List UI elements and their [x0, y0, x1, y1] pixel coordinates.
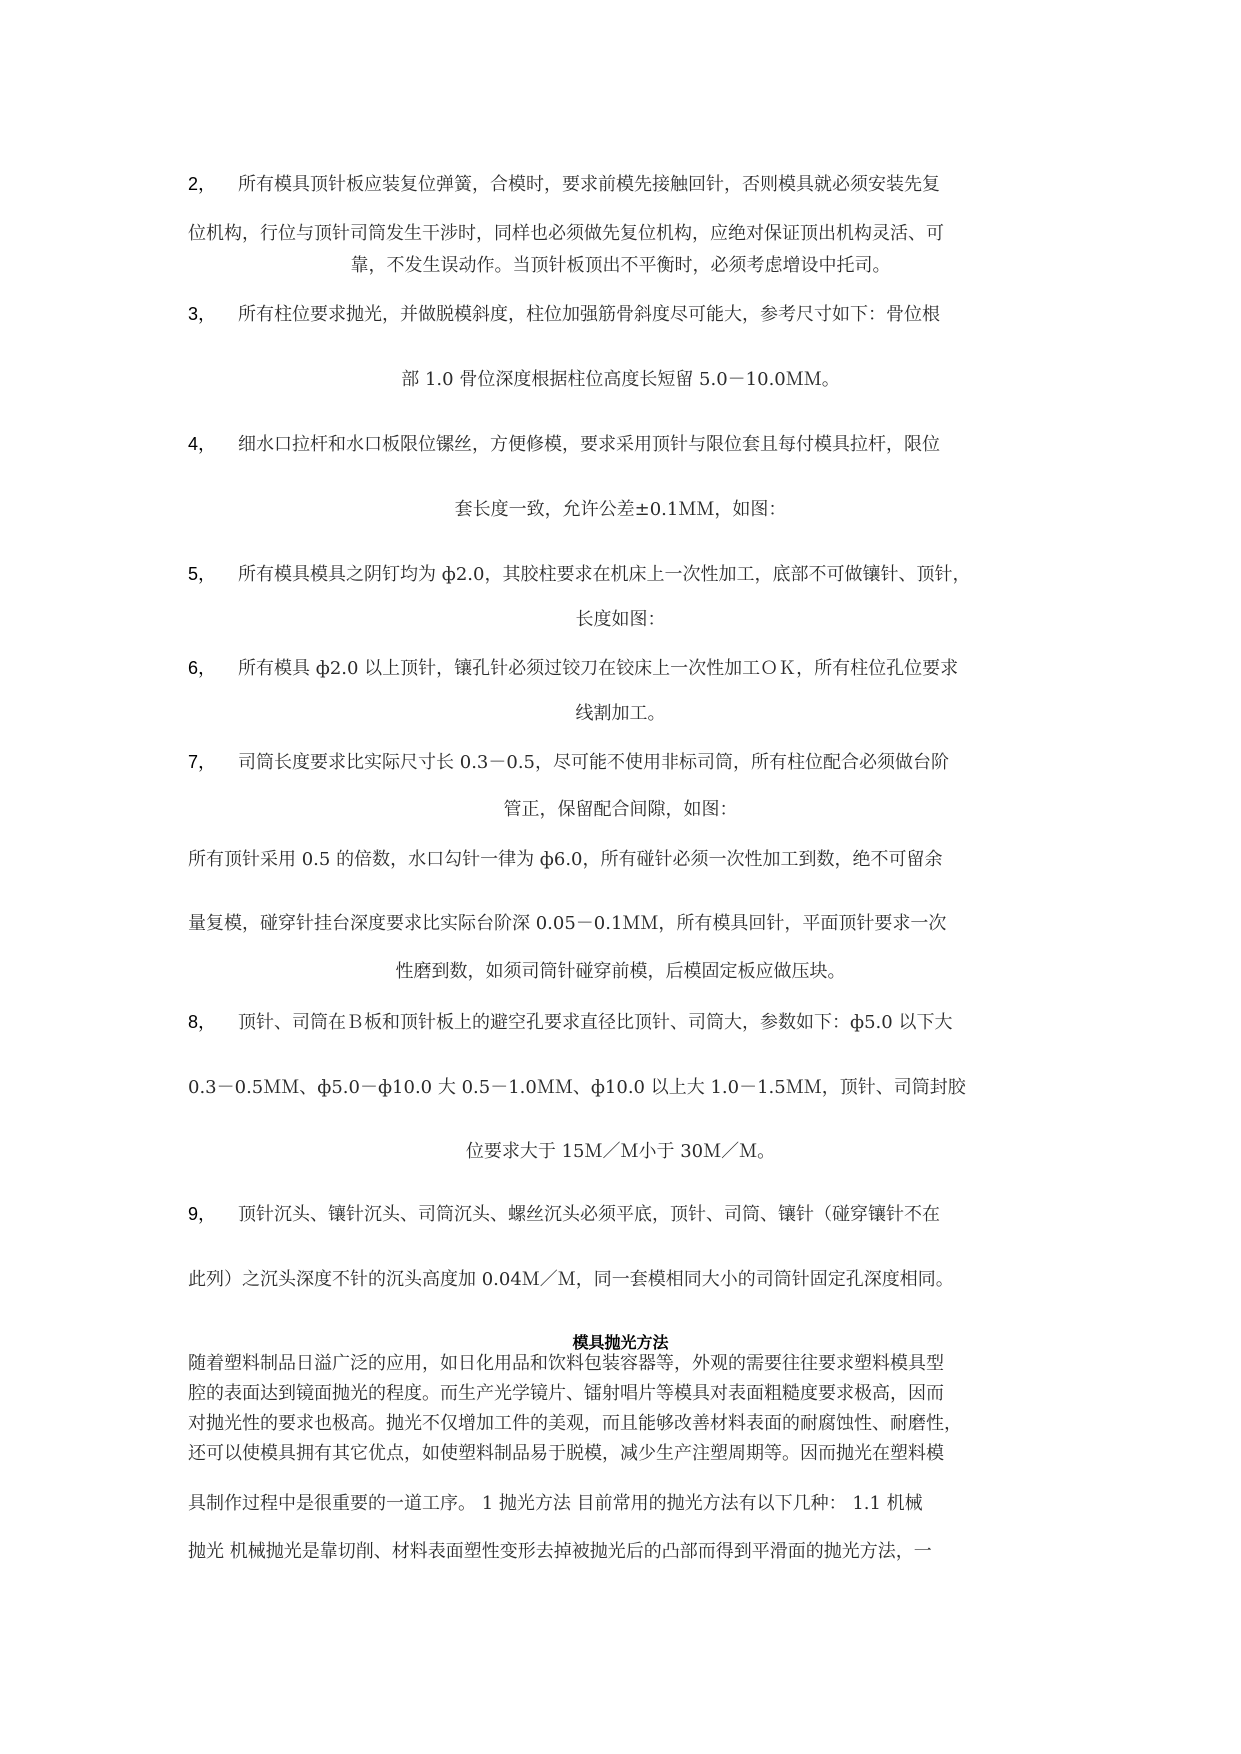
item-2-line-2: 位机构，行位与顶针司筒发生干涉时，同样也必须做先复位机构，应绝对保证顶出机构灵活、可: [188, 223, 944, 244]
item-7-line-1: 7， 司筒长度要求比实际尺寸长 0.3－0.5，尽可能不使用非标司筒，所有柱位配合必须做台阶: [188, 752, 949, 773]
section-line-5: 具制作过程中是很重要的一道工序。 1 抛光方法 目前常用的抛光方法有以下几种： 1.1 机械: [188, 1493, 923, 1514]
item-number: 9，: [188, 1204, 217, 1224]
item-4-line-2: 套长度一致，允许公差±0.1ＭＭ，如图：: [454, 499, 787, 520]
item-3-line-1: 3， 所有柱位要求抛光，并做脱模斜度，柱位加强筋骨斜度尽可能大，参考尺寸如下：骨位根: [188, 304, 941, 325]
paragraph-ejector-line-3: 性磨到数，如须司筒针碰穿前模，后模固定板应做压块。: [395, 961, 846, 982]
paragraph-ejector-line-1: 所有顶针采用 0.5 的倍数，水口勾针一律为 ф6.0，所有碰针必须一次性加工到数，绝不可留余: [188, 849, 943, 870]
section-line-4: 还可以使模具拥有其它优点，如使塑料制品易于脱模，减少生产注塑周期等。因而抛光在塑料模: [188, 1443, 944, 1464]
item-number: 7，: [188, 752, 217, 772]
item-7-line-2: 管正，保留配合间隙，如图：: [503, 799, 738, 820]
item-6-line-1: 6， 所有模具 ф2.0 以上顶针，镶孔针必须过铰刀在铰床上一次性加工ＯＫ，所有柱位孔位要求: [188, 658, 959, 679]
item-number: 6，: [188, 658, 217, 678]
item-4-line-1: 4， 细水口拉杆和水口板限位镙丝，方便修模，要求采用顶针与限位套且每付模具拉杆，限位: [188, 434, 941, 455]
item-5-line-2: 长度如图：: [575, 609, 666, 630]
section-line-3: 对抛光性的要求也极高。抛光不仅增加工件的美观，而且能够改善材料表面的耐腐蚀性、耐磨性，: [188, 1413, 962, 1434]
item-number: 8，: [188, 1012, 217, 1032]
item-number: 2，: [188, 174, 217, 194]
item-9-line-1: 9， 顶针沉头、镶针沉头、司筒沉头、螺丝沉头必须平底，顶针、司筒、镶针（碰穿镶针不在: [188, 1204, 941, 1225]
item-5-line-1: 5， 所有模具模具之阴钉均为 ф2.0，其胶柱要求在机床上一次性加工，底部不可做镶针、顶针，: [188, 564, 971, 585]
item-number: 4，: [188, 434, 217, 454]
item-number: 3，: [188, 304, 217, 324]
item-8-line-1: 8， 顶针、司筒在Ｂ板和顶针板上的避空孔要求直径比顶针、司筒大，参数如下：ф5.0 以下大: [188, 1012, 953, 1033]
item-8-line-2: 0.3－0.5ＭＭ、ф5.0－ф10.0 大 0.5－1.0ＭＭ、ф10.0 以上大 1.0－1.5ＭＭ，顶针、司筒封胶: [188, 1077, 966, 1098]
section-line-2: 腔的表面达到镜面抛光的程度。而生产光学镜片、镭射唱片等模具对表面粗糙度要求极高，因而: [188, 1383, 944, 1404]
item-2-line-3: 靠，不发生误动作。当顶针板顶出不平衡时，必须考虑增设中托司。: [350, 255, 891, 276]
item-3-line-2: 部 1.0 骨位深度根据柱位高度长短留 5.0－10.0ＭＭ。: [401, 369, 840, 390]
item-2-line-1: 2， 所有模具顶针板应装复位弹簧，合模时，要求前模先接触回针，否则模具就必须安装先复: [188, 174, 941, 195]
paragraph-ejector-line-2: 量复模，碰穿针挂台深度要求比实际台阶深 0.05－0.1ＭＭ，所有模具回针，平面顶针要求一次: [188, 913, 947, 934]
section-line-1: 随着塑料制品日溢广泛的应用，如日化用品和饮料包装容器等，外观的需要往往要求塑料模具型: [188, 1353, 944, 1374]
section-title: 模具抛光方法: [572, 1333, 669, 1352]
item-number: 5，: [188, 564, 217, 584]
item-8-line-3: 位要求大于 15Ｍ／Ｍ小于 30Ｍ／Ｍ。: [465, 1141, 776, 1162]
item-9-line-2: 此列）之沉头深度不针的沉头高度加 0.04Ｍ／Ｍ，同一套模相同大小的司筒针固定孔深度相同。: [188, 1269, 954, 1290]
item-6-line-2: 线割加工。: [575, 703, 666, 724]
section-line-6: 抛光 机械抛光是靠切削、材料表面塑性变形去掉被抛光后的凸部而得到平滑面的抛光方法，一: [188, 1541, 932, 1562]
